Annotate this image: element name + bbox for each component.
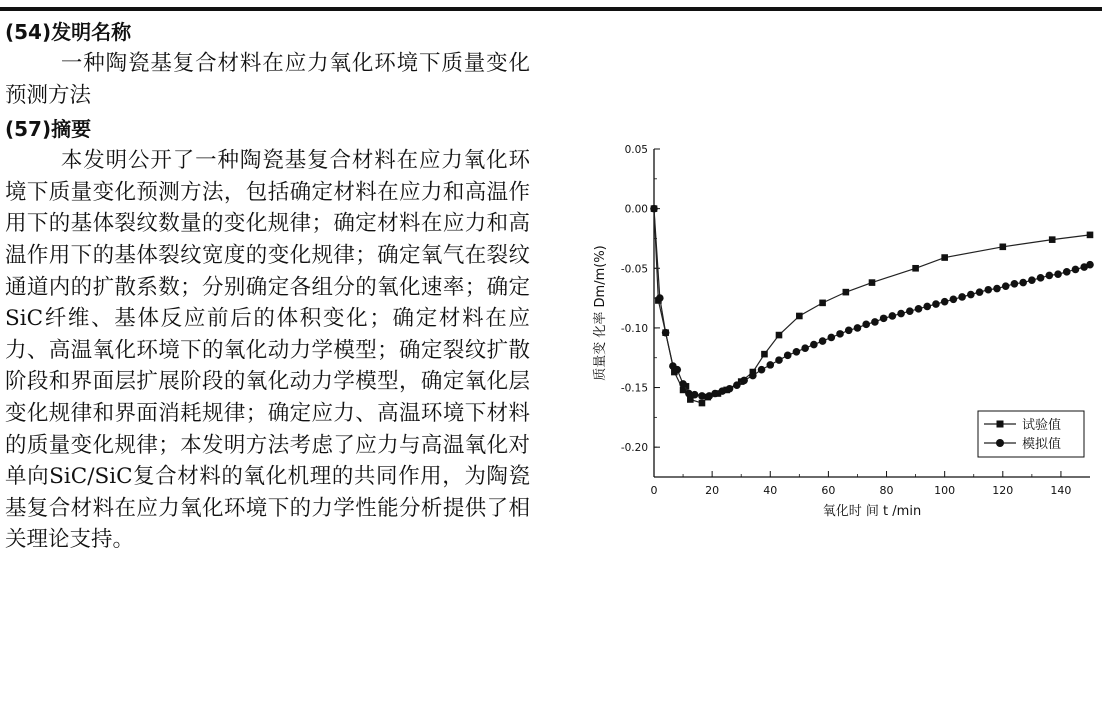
mass-change-chart (580, 135, 1100, 525)
data-point-simulated (967, 291, 975, 299)
x-tick-label: 60 (821, 484, 836, 497)
x-tick-label: 40 (763, 484, 778, 497)
data-point-simulated (1019, 279, 1027, 287)
y-tick-label: -0.20 (620, 442, 648, 455)
legend-marker-experimental (997, 421, 1004, 428)
series-line-experimental (654, 209, 1090, 403)
data-point-experimental (761, 351, 768, 358)
data-point-simulated (801, 344, 809, 352)
legend-label-experimental: 试验值 (1022, 418, 1062, 433)
section-54-heading: (54)发明名称 (5, 20, 132, 44)
data-point-simulated (1011, 280, 1019, 288)
data-point-simulated (976, 288, 984, 296)
data-point-simulated (889, 312, 897, 320)
data-point-experimental (796, 313, 803, 320)
data-point-simulated (906, 307, 914, 315)
data-point-simulated (766, 361, 774, 369)
data-point-simulated (923, 303, 931, 311)
legend-marker-simulated (996, 439, 1004, 447)
data-point-simulated (673, 366, 681, 374)
x-tick-label: 140 (1050, 484, 1072, 497)
data-point-simulated (836, 330, 844, 338)
data-point-simulated (932, 300, 940, 308)
data-point-simulated (662, 329, 670, 337)
y-tick-label: -0.10 (620, 322, 648, 335)
data-point-simulated (1037, 274, 1045, 282)
y-tick-label: 0.05 (624, 144, 648, 156)
text-column (5, 16, 530, 556)
data-point-simulated (758, 366, 766, 374)
x-tick-label: 0 (650, 484, 658, 497)
data-point-experimental (819, 300, 826, 307)
data-point-simulated (880, 315, 888, 323)
data-point-simulated (740, 377, 748, 385)
data-point-experimental (1049, 236, 1056, 243)
data-point-simulated (941, 298, 949, 306)
x-tick-label: 120 (992, 484, 1014, 497)
data-point-simulated (1002, 282, 1010, 290)
data-point-simulated (1046, 272, 1054, 280)
x-tick-label: 20 (705, 484, 720, 497)
section-57-heading: (57)摘要 (5, 117, 92, 142)
data-point-simulated (958, 293, 966, 301)
invention-title: 一种陶瓷基复合材料在应力氧化环境下质量变化预测方法 (5, 51, 530, 108)
data-point-experimental (1087, 232, 1094, 239)
data-point-simulated (819, 337, 827, 345)
data-point-simulated (854, 324, 862, 332)
data-point-experimental (912, 265, 919, 272)
data-point-simulated (698, 392, 706, 400)
data-point-simulated (810, 341, 818, 349)
y-tick-label: -0.05 (620, 263, 648, 276)
x-tick-label: 80 (879, 484, 894, 497)
y-tick-label: 0.00 (624, 203, 648, 216)
data-point-simulated (993, 285, 1001, 293)
data-point-experimental (1000, 244, 1007, 251)
data-point-experimental (699, 400, 706, 407)
data-point-simulated (656, 294, 664, 302)
data-point-simulated (1086, 261, 1094, 269)
data-point-simulated (1072, 266, 1080, 274)
data-point-simulated (733, 381, 741, 389)
data-point-simulated (719, 387, 727, 395)
data-point-simulated (711, 390, 719, 398)
series-line-simulated (654, 209, 1090, 396)
data-point-simulated (828, 334, 836, 342)
y-axis-label: 质量变 化率 Dm/m(%) (593, 245, 608, 381)
data-point-simulated (749, 372, 757, 380)
top-rule (0, 7, 1102, 11)
x-tick-label: 100 (934, 484, 956, 497)
data-point-simulated (650, 205, 658, 213)
data-point-simulated (679, 380, 687, 388)
data-point-simulated (871, 318, 879, 326)
data-point-simulated (691, 391, 699, 399)
data-point-experimental (843, 289, 850, 296)
data-point-experimental (869, 279, 876, 286)
data-point-simulated (1028, 276, 1036, 284)
data-point-simulated (984, 286, 992, 294)
data-point-simulated (845, 326, 853, 334)
data-point-experimental (776, 332, 783, 339)
data-point-simulated (775, 356, 783, 364)
data-point-simulated (950, 295, 958, 303)
x-axis-label: 氧化时 间 t /min (822, 504, 922, 519)
data-point-experimental (941, 254, 948, 261)
data-point-simulated (784, 352, 792, 360)
data-point-simulated (862, 321, 870, 329)
legend-label-simulated: 模拟值 (1022, 437, 1062, 452)
data-point-simulated (915, 305, 923, 313)
data-point-simulated (1054, 270, 1062, 278)
chart-svg (580, 135, 1100, 525)
abstract-text: 本发明公开了一种陶瓷基复合材料在应力氧化环境下质量变化预测方法，包括确定材料在应力和高温作用下的基体裂纹数量的变化规律；确定材料在应力和高温作用下的基体裂纹宽度的变化规律；确定氧气在裂纹通道内的扩散系数；分别确定各组分的氧化速率；确定SiC纤维、基体反应前后的体积变化；确定材料在应力、高温氧化环境下的氧化动力学模型；确定裂纹扩散阶段和界面层扩展阶段的氧化动力学模型，确定氧化层变化规律和界面消耗规律；确定应力、高温环境下材料的质量变化规律；本发明方法考虑了应力与高温氧化对单向SiC/SiC复合材料的氧化机理的共同作用，为陶瓷基复合材料在应力氧化环境下的力学性能分析提供了相关理论支持。 (5, 148, 530, 553)
y-tick-label: -0.15 (620, 382, 648, 395)
data-point-simulated (793, 348, 801, 356)
data-point-simulated (897, 310, 905, 318)
data-point-simulated (1063, 268, 1071, 276)
data-point-simulated (726, 385, 734, 393)
